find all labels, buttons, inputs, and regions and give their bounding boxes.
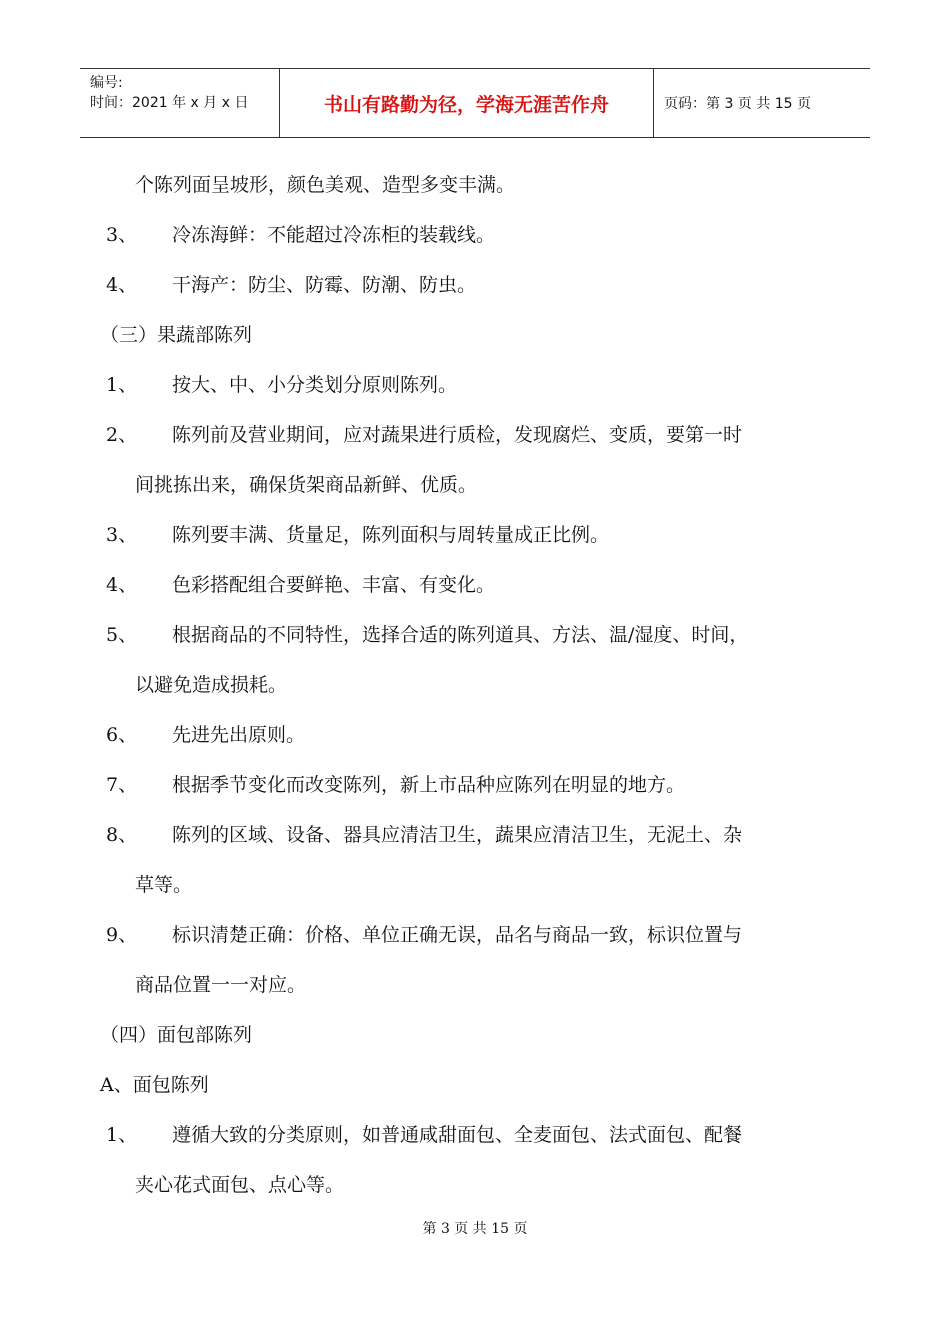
item-text: 标识清楚正确：价格、单位正确无误，品名与商品一致，标识位置与 — [172, 924, 743, 946]
item-text: 根据商品的不同特性，选择合适的陈列道具、方法、温/湿度、时间， — [172, 624, 749, 646]
item-number: 3、 — [106, 524, 138, 546]
item-text: 根据季节变化而改变陈列，新上市品种应陈列在明显的地方。 — [172, 774, 686, 796]
header-meta — [80, 69, 280, 137]
item-number: 1、 — [106, 1124, 138, 1146]
list-item — [100, 360, 870, 410]
item-number: 5、 — [106, 624, 138, 646]
list-item — [100, 910, 870, 960]
header-motto: 书山有路勤为径，学海无涯苦作舟 — [280, 69, 654, 137]
item-number: 9、 — [106, 924, 138, 946]
paragraph-line: 以避免造成损耗。 — [135, 674, 288, 696]
list-item — [100, 710, 870, 760]
page-header — [80, 68, 870, 138]
item-text: 先进先出原则。 — [172, 724, 306, 746]
list-item — [100, 510, 870, 560]
list-item — [100, 260, 870, 310]
paragraph-line: 草等。 — [135, 874, 193, 896]
list-item — [100, 560, 870, 610]
item-text: 冷冻海鲜：不能超过冷冻柜的装载线。 — [172, 224, 496, 246]
item-number: 4、 — [106, 274, 138, 296]
doc-number-label: 编号: — [90, 75, 123, 91]
list-item — [100, 210, 870, 260]
page-footer: 第 3 页 共 15 页 — [422, 1221, 528, 1237]
header-page-info: 页码：第 3 页 共 15 页 — [664, 96, 811, 112]
item-number: 3、 — [106, 224, 138, 246]
item-text: 陈列的区域、设备、器具应清洁卫生，蔬果应清洁卫生，无泥土、杂 — [172, 824, 743, 846]
paragraph-line: 商品位置一一对应。 — [135, 974, 307, 996]
item-text: 按大、中、小分类划分原则陈列。 — [172, 374, 458, 396]
section-heading: （三）果蔬部陈列 — [100, 324, 253, 346]
section-heading: （四）面包部陈列 — [100, 1024, 253, 1046]
doc-date: 时间：2021 年 x 月 x 日 — [90, 95, 249, 111]
list-item — [100, 610, 870, 660]
item-text: 陈列要丰满、货量足，陈列面积与周转量成正比例。 — [172, 524, 610, 546]
paragraph-line: 间挑拣出来，确保货架商品新鲜、优质。 — [135, 474, 478, 496]
item-number: 2、 — [106, 424, 138, 446]
paragraph-line: 个陈列面呈坡形，颜色美观、造型多变丰满。 — [135, 174, 516, 196]
item-text: 干海产：防尘、防霉、防潮、防虫。 — [172, 274, 477, 296]
item-number: 8、 — [106, 824, 138, 846]
paragraph-line: 夹心花式面包、点心等。 — [135, 1174, 345, 1196]
item-number: 4、 — [106, 574, 138, 596]
list-item — [100, 1110, 870, 1160]
item-text: 陈列前及营业期间，应对蔬果进行质检，发现腐烂、变质，要第一时 — [172, 424, 743, 446]
document-body — [100, 160, 870, 1210]
item-text: 色彩搭配组合要鲜艳、丰富、有变化。 — [172, 574, 496, 596]
item-number: 6、 — [106, 724, 138, 746]
list-item — [100, 410, 870, 460]
subsection-heading: A、面包陈列 — [100, 1074, 209, 1096]
list-item — [100, 760, 870, 810]
item-number: 1、 — [106, 374, 138, 396]
item-text: 遵循大致的分类原则，如普通咸甜面包、全麦面包、法式面包、配餐 — [172, 1124, 743, 1146]
item-number: 7、 — [106, 774, 138, 796]
list-item — [100, 810, 870, 860]
